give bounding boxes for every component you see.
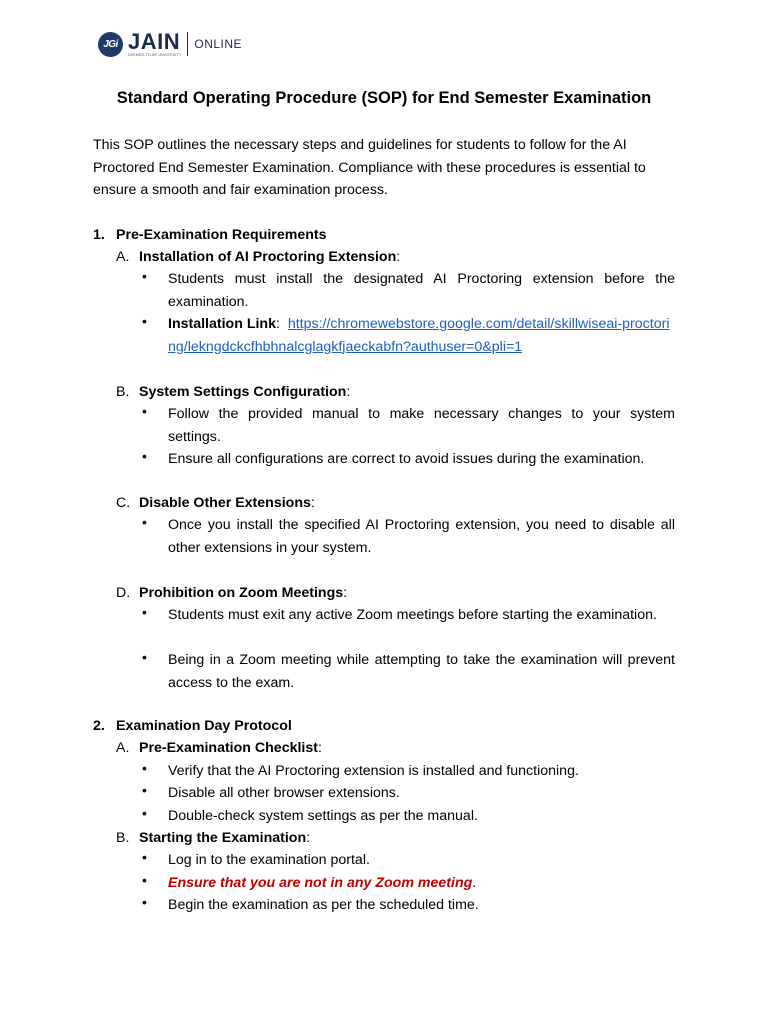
bullet-icon: • (142, 805, 147, 821)
list-item: Once you install the specified AI Proctoring extension, you need to disable all other extensions in your system. (168, 517, 675, 556)
bullet-icon: • (142, 268, 147, 284)
bullet-icon: • (142, 313, 147, 329)
list-item: Log in to the examination portal. (168, 852, 370, 868)
subsection-2a-heading: A. Pre-Examination Checklist: (116, 740, 322, 756)
bullet-icon: • (142, 448, 147, 464)
zoom-warning: Ensure that you are not in any Zoom meeting (168, 875, 473, 891)
intro-paragraph: This SOP outlines the necessary steps and guidelines for students to follow for the AI Proctored End Semester Examination. Compliance with these procedures is essential to ensure a smooth and fair examination process. (93, 137, 646, 198)
bullet-icon: • (142, 649, 147, 665)
bullet-icon: • (142, 782, 147, 798)
subsection-1c-heading: C. Disable Other Extensions: (116, 495, 315, 511)
bullet-icon: • (142, 760, 147, 776)
list-item: Double-check system settings as per the manual. (168, 808, 478, 824)
page-title: Standard Operating Procedure (SOP) for End Semester Examination (116, 89, 652, 107)
list-item: Follow the provided manual to make necessary changes to your system settings. (168, 406, 675, 445)
logo-mark: JGi (98, 32, 123, 57)
section-2-heading: 2. Examination Day Protocol (93, 718, 292, 734)
installation-link[interactable]: https://chromewebstore.google.com/detail/skillwiseai-proctoring/lekngdckcfhbhnalcglagkfjaeckabfn?authuser=0&pli=1 (168, 316, 670, 355)
bullet-icon: • (142, 872, 147, 888)
list-item: Students must install the designated AI Proctoring extension before the examination. (168, 271, 675, 310)
bullet-icon: • (142, 403, 147, 419)
subsection-1a-heading: A. Installation of AI Proctoring Extension: (116, 249, 401, 265)
subsection-1b-heading: B. System Settings Configuration: (116, 384, 351, 400)
bullet-icon: • (142, 604, 147, 620)
list-item: Ensure all configurations are correct to avoid issues during the examination. (168, 451, 645, 467)
list-item: Being in a Zoom meeting while attempting to take the examination will prevent access to the exam. (168, 652, 675, 691)
section-1-heading: 1. Pre-Examination Requirements (93, 227, 327, 243)
list-item: Students must exit any active Zoom meetings before starting the examination. (168, 607, 657, 623)
list-item: Ensure that you are not in any Zoom meeting. (168, 875, 477, 891)
subsection-1d-heading: D. Prohibition on Zoom Meetings: (116, 585, 348, 601)
logo-online: ONLINE (194, 37, 243, 51)
list-item: Installation Link: https://chromewebstore.google.com/detail/skillwiseai-proctoring/lekngdckcfhbhnalcglagkfjaeckabfn?authuser=0&pli=1 (168, 316, 670, 355)
list-item: Verify that the AI Proctoring extension is installed and functioning. (168, 763, 579, 779)
list-item: Begin the examination as per the scheduled time. (168, 897, 479, 913)
subsection-2b-heading: B. Starting the Examination: (116, 830, 311, 846)
logo-name: JAIN (128, 28, 181, 54)
list-item: Disable all other browser extensions. (168, 785, 400, 801)
bullet-icon: • (142, 514, 147, 530)
logo-subtitle: DEEMED-TO-BE UNIVERSITY (128, 52, 182, 57)
jain-online-logo (98, 29, 242, 59)
bullet-icon: • (142, 849, 147, 865)
bullet-icon: • (142, 894, 147, 910)
logo-divider (187, 32, 188, 56)
